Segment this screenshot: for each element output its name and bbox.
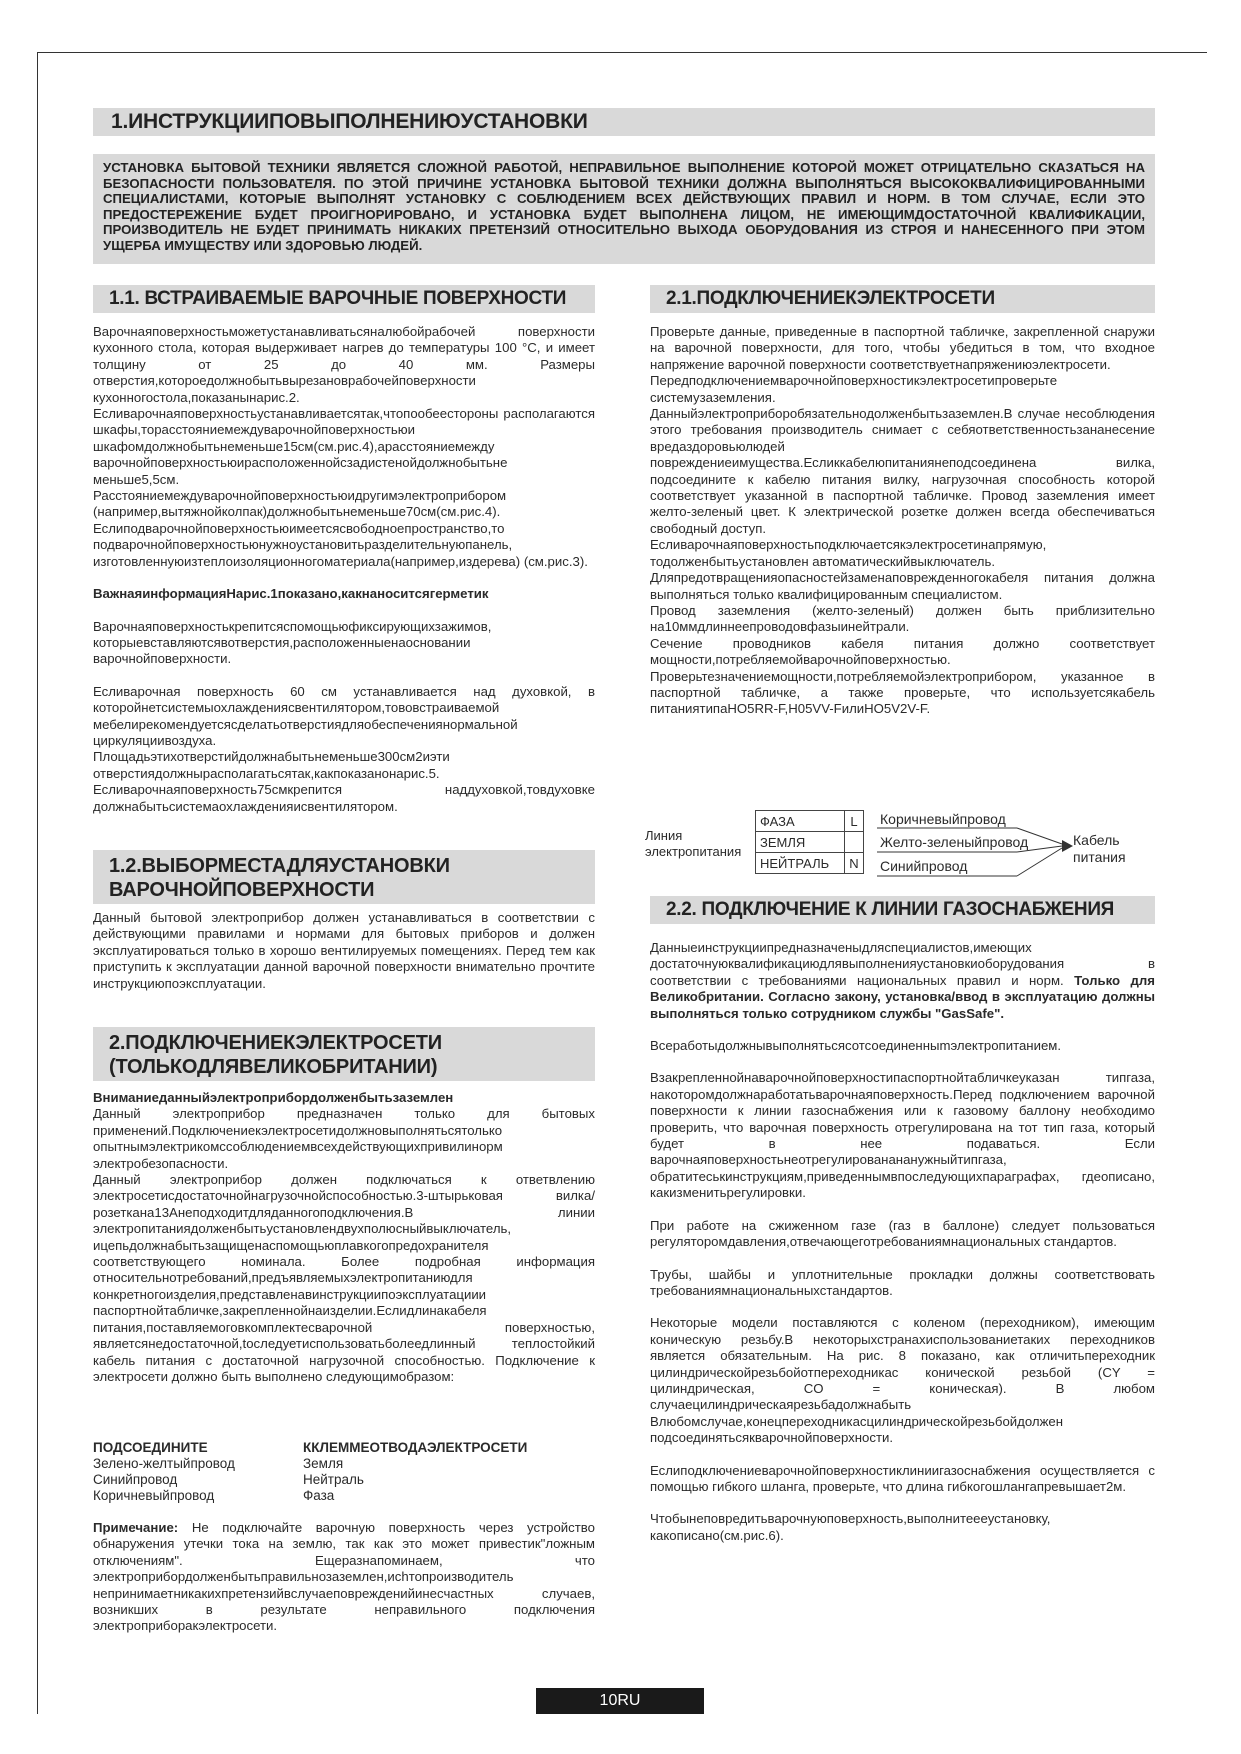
terminal-code: L (845, 811, 864, 832)
wire-label-yellow-green: Желто-зеленыйпровод (880, 834, 1029, 850)
connection-table-header (93, 1440, 593, 1456)
wire-line-blue-join (1017, 848, 1062, 876)
terminal-name: Земля (303, 1456, 344, 1471)
paragraph: Дляпредотвращенияопасностейзаменаповрежденногокабеля питания должна выполняться только квалифицированным специалистом. (650, 570, 1155, 602)
wire-name: Синийпровод (93, 1472, 178, 1487)
section-2-1-header (650, 285, 1155, 313)
section-2-uk-header (93, 1027, 595, 1081)
paragraph: Некоторые модели поставляются с коленом (переходником), имеющим коническую резьбу.В некоторыхстранахиспользованиетаких переходников является обязательным. На рис. 8 показано, как отличитьпереходник цилиндрическойрезьбойотпереходникас конической резьбой (CY = цилиндрическая, CO = коническая). В любом случаецилиндрическаярезьбадолжнабыть Влюбомслучае,конецпереходникасцилиндрическойрезьбойдолжен подсоединятьсякварочнойповерхности. (650, 1315, 1155, 1446)
paragraph: Взакрепленнойнаварочнойповерхностипаспортнойтабличкеуказан типгаза, накоторомдолжнаработатьварочнаяповерхность.Перед подключением варочной поверхности к линии газоснабжения или к газовому баллону необходимо проверить, что варочная поверхность отрегулирована на тот тип газа, который будет в нее подаваться. Если варочнаяповерхностьнеотрегулированананужныйтипгаза, обратитеськинструкциям,приведеннымвпоследующихпараграфах, гдеописано, какизменитьрегулировки. (650, 1070, 1155, 1201)
paragraph (650, 940, 1155, 1022)
page-number: 10RU (536, 1688, 704, 1714)
paragraph: Трубы, шайбы и уплотнительные прокладки должны соответствовать требованиямнациональныхстандартов. (650, 1266, 1155, 1298)
main-title-band (93, 108, 1155, 136)
paragraph: Данныйэлектроприборобязательнодолженбытьзаземлен.В случае несоблюдения этого требования производитель снимает с себяответственностьзананесение вредаздоровьюлюдей повреждениеимущества.Есликкабелюпитаниянеподсоединена вилка, подсоедините к кабелю питания вилку, нагрузочная способность которой соответствует указанной в паспортной табличке. Провод заземления имеет желто-зеленый цвет. К электрической розетке должен всегда обеспечиваться свободный доступ. (650, 406, 1155, 536)
note-paragraph (93, 1520, 595, 1635)
terminal-name: НЕЙТРАЛЬ (756, 853, 845, 874)
connection-table (93, 1440, 593, 1504)
terminal-code: N (845, 853, 864, 874)
paragraph: Варочнаяповерхностьможетустанавливатьсяналюбойрабочей поверхности кухонного стола, которая выдерживает нагрев до температуры 100 °С, и имеет толщину от 25 до 40 мм. Размеры отверстия,котороедолжнобытьвырезановрабочейповерхности кухонногостола,показанынарис.2. (93, 324, 595, 405)
terminal-code (845, 832, 864, 853)
note-label: Примечание: (93, 1520, 179, 1535)
terminal-row (756, 811, 864, 832)
header-connect: ПОДСОЕДИНИТЕ (93, 1440, 208, 1455)
paragraph: Всеработыдолжнывыполнятьсясотсоединенныmэлектропитанием. (650, 1038, 1062, 1054)
paragraph: Сечение проводников кабеля питания должно соответствует мощности,потребляемойварочнойповерхностью. (650, 635, 1155, 668)
note-block (93, 1520, 595, 1635)
section-2-2-body (650, 940, 1155, 1544)
connection-row (93, 1456, 593, 1472)
page-frame-top (37, 52, 1207, 53)
paragraph: Передподключениемварочнойповерхностикэлектросетипроверьте системузаземления. (650, 373, 1058, 405)
paragraph: При работе на сжиженном газе (газ в баллоне) следует пользоваться регуляторомдавления,отвечающеготребованиямнациональных стандартов. (650, 1217, 1155, 1250)
section-1-2-title-line2: ВАРОЧНОЙПОВЕРХНОСТИ (109, 879, 375, 901)
terminal-name: ФАЗА (756, 811, 845, 832)
header-terminal: ККЛЕММЕОТВОДАЭЛЕКТРОСЕТИ (303, 1440, 528, 1455)
terminal-row (756, 832, 864, 853)
arrow-head (1062, 840, 1073, 852)
paragraph: Данный бытовой электроприбор должен устанавливаться в соответствии с действующими правилами и нормами для бытовых приборов и должен эксплуатироваться только в хорошо вентилируемых помещениях. Перед тем как приступить к эксплуатации данной варочной поверхности внимательно прочтите инструкциюпоэксплуатации. (93, 910, 595, 991)
wire-label-brown: Коричневыйпровод (880, 811, 1006, 827)
supply-line-label (645, 828, 741, 860)
terminal-row (756, 853, 864, 874)
terminal-name: Нейтраль (303, 1472, 364, 1487)
wire-name: Зелено-желтыйпровод (93, 1456, 235, 1471)
section-1-2-title-line1: 1.2.ВЫБОРМЕСТАДЛЯУСТАНОВКИ (109, 855, 450, 877)
paragraph: Еслиподключениеварочнойповерхностиклиниигазоснабжения осуществляется с помощью гибкого шланга, проверьте, что длина гибкогошлангапревышает2м. (650, 1462, 1155, 1494)
wire-line-yellow-green-join (1017, 846, 1062, 852)
paragraph: Площадьэтихотверстийдолжнабытьнеменьше300см2иэти отверстиядолжнырасполагатьсятак,какпоказанонарис.5. (93, 749, 450, 781)
paragraph: Данный электроприбор должен подключаться к ответвлению электросетисдостаточнойнагрузочнойспособностью.3-штырьковая вилка/розеткана13Анеподходитдляданногоподключения.В линии электропитаниядолженбытьустановлендвухполюсныйвыключатель, ицепьдолжнабытьзащищенаспомощьюплавкогопредохранителя соответствующего номинала. Более подробная информация относительнотребований,предъявляемыхэлектропитаниюдля конкретногоизделия,представленавинструкциипоэксплуатациии паспортнойтабличке,закрепленнойнаизделии.Еслидлинакабеля питания,поставляемоговкомплектесварочной поверхностью, являетсянедостаточной,tоследуетиспользоватьболеедлинный теплостойкий кабель питания с достаточной нагрузочной способностью. Подключение к электросети должно быть выполнено следующимобразом: (93, 1172, 595, 1384)
paragraph: Расстояниемеждуварочнойповерхностьюидругимэлектроприбором (например,вытяжнойколпак)должнобытьнеменьше70см(см.рис.4). (93, 488, 507, 520)
note-text: Не подключайте варочную поверхность через устройство обнаружения утечки тока на землю, так как это может привестик"ложным отключениям". Ещеразнапоминаем, что электроприбордолженбытьправильнозаземлен,иchтопроизводитель непринимаетникакихпретензийвслучаеповрежденийинесчастных случаев, возникших в результате неправильного подключения электроприборакэлектросети. (93, 1520, 595, 1634)
supply-line-label-2: электропитания (645, 844, 742, 859)
section-1-1-body (93, 324, 595, 815)
section-1-1-header (93, 285, 595, 313)
cable-label-2: питания (1073, 849, 1126, 865)
section-2-uk-title-line1: 2.ПОДКЛЮЧЕНИЕКЭЛЕКТРОСЕТИ (109, 1032, 442, 1054)
uk-only-note: Только для Великобритании. Согласно закону, установка/ввод в эксплуатацию должны выполняться только сотрудником службы "GasSafe". (650, 972, 1155, 1021)
paragraph: Есливарочнаяповерхностьподключаетсякэлектросетинапрямую, тодолженбытьустановлен автоматическийвыключатель. (650, 537, 1047, 569)
paragraph: Варочнаяповерхностькрепитсяспомощьюфиксирующихзажимов, которыевставляютсявотверстия,расположенныенаосновании варочнойповерхности. (93, 618, 492, 667)
section-2-2-title: 2.2. ПОДКЛЮЧЕНИЕ К ЛИНИИ ГАЗОСНАБЖЕНИЯ (666, 899, 1115, 920)
paragraph: Есливарочнаяповерхность75смкрепится наддуховкой,товдуховке должнабытьсистемаохлажденияисвентилятором. (93, 782, 595, 814)
wiring-diagram (645, 810, 1165, 885)
terminal-table (755, 810, 864, 874)
section-1-2-body (93, 910, 595, 992)
terminal-name: ЗЕМЛЯ (756, 832, 845, 853)
cable-label-1: Кабель (1073, 832, 1120, 848)
page-title: 1.ИНСТРУКЦИИПОВЫПОЛНЕНИЮУСТАНОВКИ (111, 110, 588, 133)
warning-text: УСТАНОВКА БЫТОВОЙ ТЕХНИКИ ЯВЛЯЕТСЯ СЛОЖНОЙ РАБОТОЙ, НЕПРАВИЛЬНОЕ ВЫПОЛНЕНИЕ КОТОРОЙ МОЖЕТ ОТРИЦАТЕЛЬНО СКАЗАТЬСЯ НА БЕЗОПАСНОСТИ ПОЛЬЗОВАТЕЛЯ. ПО ЭТОЙ ПРИЧИНЕ УСТАНОВКА БЫТОВОЙ ТЕХНИКИ ДОЛЖНА ВЫПОЛНЯТЬСЯ ВЫСОКОКВАЛИФИЦИРОВАННЫМИ СПЕЦИАЛИСТАМИ, КОТОРЫЕ ВЫПОЛНЯТ УСТАНОВКУ С СОБЛЮДЕНИЕМ ВСЕХ ДЕЙСТВУЮЩИХ ПРАВИЛ И НОРМ. В ТОМ СЛУЧАЕ, ЕСЛИ ЭТО ПРЕДОСТЕРЕЖЕНИЕ БУДЕТ ПРОИГНОРИРОВАНО, И УСТАНОВКА БУДЕТ ВЫПОЛНЕНА ЛИЦОМ, НЕ ИМЕЮЩИМДОСТАТОЧНОЙ КВАЛИФИКАЦИИ, ПРОИЗВОДИТЕЛЬ НЕ БУДЕТ ПРИНИМАТЬ НИКАКИХ ПРЕТЕНЗИЙ ОТНОСИТЕЛЬНО ВЫХОДА ОБОРУДОВАНИЯ ИЗ СТРОЯ И НАНЕСЕННОГО ПРИ ЭТОМ УЩЕРБА ИМУЩЕСТВУ ИЛИ ЗДОРОВЬЮ ЛЮДЕЙ. (103, 160, 1145, 253)
paragraph: Провод заземления (желто-зеленый) должен быть приблизительно на10ммдлиннеепроводовфазыинейтрали. (650, 602, 1155, 635)
wire-lines (877, 810, 1077, 880)
cable-label (1073, 832, 1126, 866)
wire-label-blue: Синийпровод (880, 858, 968, 874)
section-1-2-header (93, 850, 595, 904)
paragraph-part: Данныеинструкциипредназначеныдляспециалистов,имеющих достаточнуюквалификациюдлявыполненияустановкиоборудования в соответствии с требованиями национальных правил и норм. (650, 940, 1155, 988)
attention-line: Вниманиеданныйэлектроприбордолженбытьзаземлен (93, 1090, 454, 1105)
paragraph: Еслиподварочнойповерхностьюимеетсясвободноепространство,то подварочнойповерхностьюнужноустановитьразделительнуюпанель, изготовленнуюизтеплоизоляционногоматериала(например,издерева) (см.рис.3). (93, 520, 588, 569)
paragraph: Есливарочная поверхность 60 см устанавливается над духовкой, в которойнетсистемыохлаждениясвентилятором,тововстраиваемой мебелирекомендуетсясделатьотверстиядляобеспечениянормальной циркуляциивоздуха. (93, 683, 595, 748)
wire-name: Коричневыйпровод (93, 1488, 215, 1503)
paragraph: Данный электроприбор предназначен только для бытовых применений.Подключениекэлектросетидолжновыполнятьсятолько опытнымэлектрикомссоблюдениемвсехдействующихпривилинорм электробезопасности. (93, 1106, 595, 1171)
section-2-uk-title-line2: (ТОЛЬКОДЛЯВЕЛИКОБРИТАНИИ) (109, 1056, 438, 1078)
connection-row (93, 1472, 593, 1488)
paragraph: Проверьтезначениемощности,потребляемойэлектроприбором, указанное в паспортной табличке, а также проверьте, что используетсякабель питаниятипаHO5RR-F,H05VV-FилиHO5V2V-F. (650, 668, 1155, 717)
page-frame-left (37, 52, 38, 1714)
warning-band (93, 154, 1155, 264)
section-2-uk-body (93, 1090, 595, 1385)
section-2-1-title: 2.1.ПОДКЛЮЧЕНИЕКЭЛЕКТРОСЕТИ (666, 288, 995, 309)
paragraph: Проверьте данные, приведенные в паспортной табличке, закрепленной снаружи на варочной поверхности, для того, чтобы убедиться в том, что входное напряжение варочной поверхности соответствуетнапряжениюэлектросети. (650, 324, 1155, 372)
connection-row (93, 1488, 593, 1504)
important-note: ВажнаяинформацияНарис.1показано,какнаноситсягерметик (93, 586, 489, 602)
wire-line-brown-join (1017, 828, 1062, 844)
paragraph: Чтобынеповредитьварочнуюповерхность,выполнитеееустановку, какописано(см.рис.6). (650, 1511, 1051, 1543)
section-2-1-body (650, 324, 1155, 718)
terminal-name: Фаза (303, 1488, 335, 1503)
supply-line-label-1: Линия (645, 828, 683, 843)
section-2-2-header (650, 896, 1155, 924)
section-1-1-title: 1.1. ВСТРАИВАЕМЫЕ ВАРОЧНЫЕ ПОВЕРХНОСТИ (109, 288, 567, 309)
paragraph: Есливарочнаяповерхностьустанавливаетсятак,чтопообеестороны располагаются шкафы,торасстояниемеждуварочнойповерхностьюи шкафомдолжнобытьнеменьше15см(см.рис.4),арасстояниемежду варочнойповерхностьюирасположеннойсзадистенойдолжнобытьне меньше5,5см. (93, 406, 595, 487)
